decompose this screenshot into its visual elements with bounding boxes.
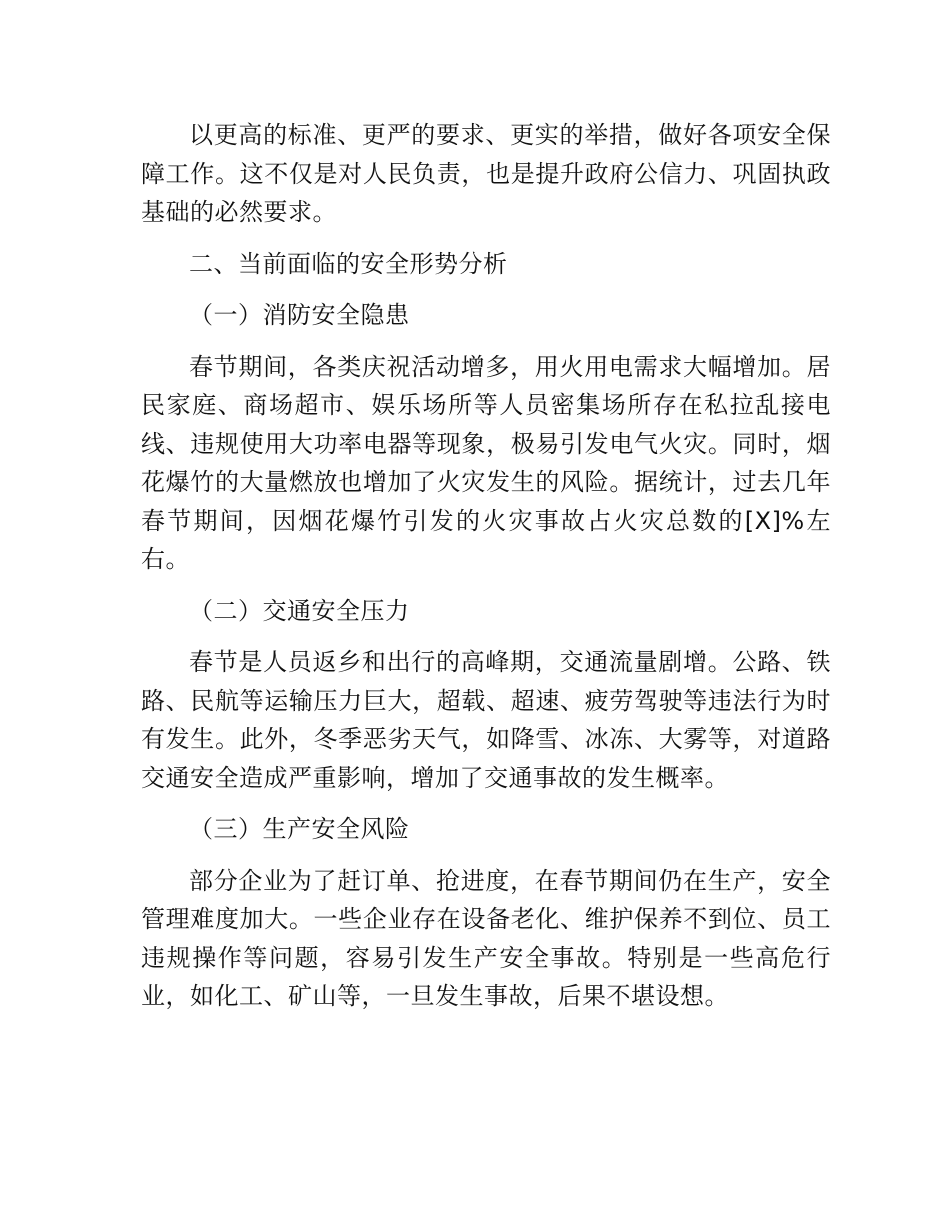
subheading-traffic-safety: （二）交通安全压力 (189, 596, 410, 625)
paragraph-fire-safety: 春节期间，各类庆祝活动增多，用火用电需求大幅增加。居民家庭、商场超市、娱乐场所等人员密集场所存在私拉乱接电线、违规使用大功率电器等现象，极易引发电气火灾。同时，烟花爆竹的大量燃放也增加了火灾发生的风险。据统计，过去几年春节期间，因烟花爆竹引发的火灾事故占火灾总数的[X]%左右。 (141, 352, 831, 573)
section-heading-safety-situation: 二、当前面临的安全形势分析 (189, 249, 508, 278)
paragraph-production-safety: 部分企业为了赶订单、抢进度，在春节期间仍在生产，安全管理难度加大。一些企业存在设备老化、维护保养不到位、员工违规操作等问题，容易引发生产安全事故。特别是一些高危行业，如化工、矿山等，一旦发生事故，后果不堪设想。 (141, 866, 831, 1010)
paragraph-traffic-safety: 春节是人员返乡和出行的高峰期，交通流量剧增。公路、铁路、民航等运输压力巨大，超载、超速、疲劳驾驶等违法行为时有发生。此外，冬季恶劣天气，如降雪、冰冻、大雾等，对道路交通安全造成严重影响，增加了交通事故的发生概率。 (141, 648, 831, 792)
subheading-fire-safety: （一）消防安全隐患 (189, 301, 410, 329)
subheading-production-safety: （三）生产安全风险 (189, 815, 410, 843)
document-body (141, 116, 831, 1029)
paragraph-intro-continuation: 以更高的标准、更严的要求、更实的举措，做好各项安全保障工作。这不仅是对人民负责，也是提升政府公信力、巩固执政基础的必然要求。 (141, 121, 831, 226)
